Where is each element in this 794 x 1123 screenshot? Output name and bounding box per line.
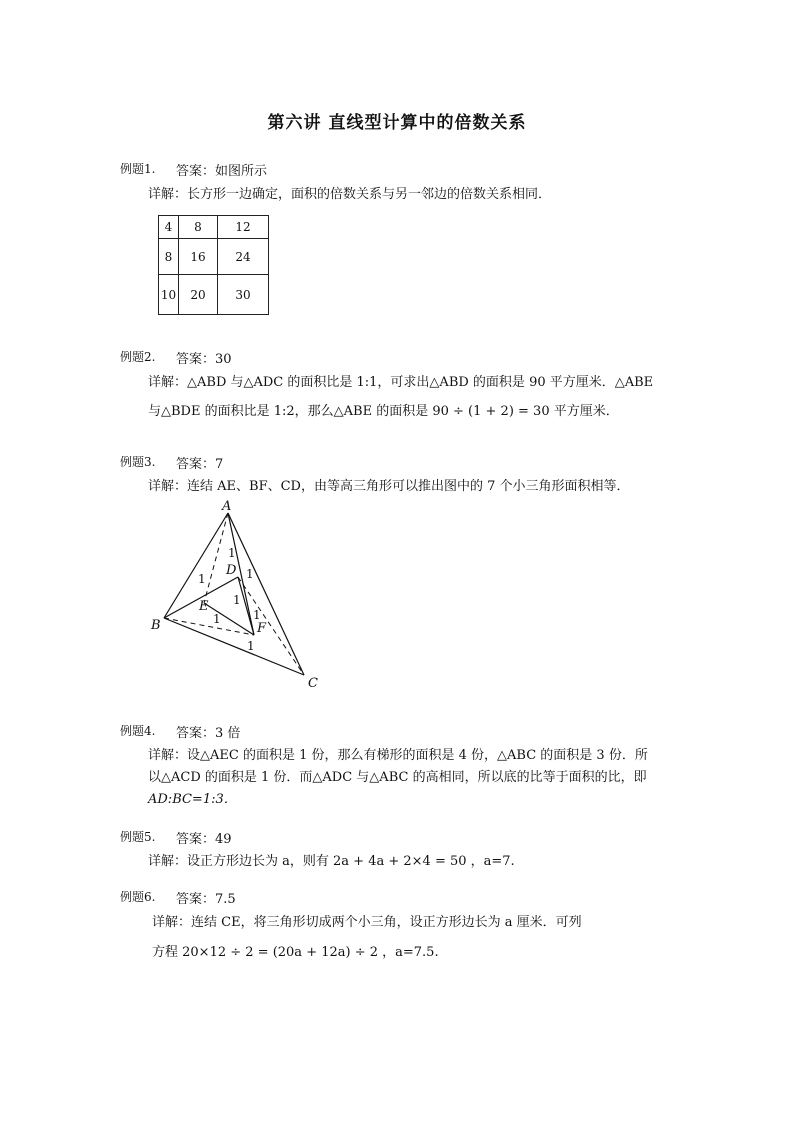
ex2-detail-line2: 与△BDE 的面积比是 1:2，那么△ABE 的面积是 90 ÷ (1 + 2) = 30 平方厘米．	[148, 404, 619, 419]
grid-cell: 8	[159, 239, 179, 275]
grid-cell: 8	[179, 216, 218, 239]
ex3-answer: 答案：7	[176, 457, 224, 472]
ex1-detail: 详解：长方形一边确定，面积的倍数关系与另一邻边的倍数关系相同．	[148, 187, 552, 202]
ex4-detail-line2: 以△ACD 的面积是 1 份．而△ADC 与△ABC 的高相同，所以底的比等于面积的比，即	[148, 770, 647, 785]
segment-dc-dashed	[238, 577, 304, 675]
point-label-f: F	[257, 621, 267, 636]
page-title: 第六讲 直线型计算中的倍数关系	[267, 113, 527, 133]
grid-cell: 16	[179, 239, 218, 275]
area-label: 1	[246, 567, 254, 581]
ex5-answer: 答案：49	[176, 832, 232, 847]
ex6-label: 例题6.	[120, 890, 156, 904]
ex6-detail-line2: 方程 20×12 ÷ 2 = (20a + 12a) ÷ 2 ，a=7.5.	[152, 945, 439, 960]
area-label: 1	[253, 608, 261, 622]
ex5-detail: 详解：设正方形边长为 a，则有 2a + 4a + 2×4 = 50 ，a=7.	[148, 854, 515, 869]
grid-cell: 30	[218, 275, 269, 315]
area-label: 1	[228, 546, 236, 560]
ex4-detail-line1: 详解：设△AEC 的面积是 1 份，那么有梯形的面积是 4 份，△ABC 的面积是 3 份．所	[148, 748, 648, 763]
ex4-label: 例题4.	[120, 724, 156, 738]
area-label: 1	[198, 572, 206, 586]
point-label-c: C	[308, 676, 318, 691]
triangle-diagram	[140, 495, 340, 695]
grid-cell: 20	[179, 275, 218, 315]
ex4-detail-line3: AD:BC=1:3．	[148, 792, 237, 807]
area-label: 1	[233, 593, 241, 607]
area-label: 1	[213, 612, 221, 626]
area-label: 1	[247, 639, 255, 653]
grid-cell: 12	[218, 216, 269, 239]
grid-cell: 10	[159, 275, 179, 315]
point-label-a: A	[222, 499, 232, 514]
ex3-label: 例题3.	[120, 455, 156, 469]
point-label-d: D	[226, 563, 237, 578]
point-label-e: E	[199, 599, 209, 614]
ex2-answer: 答案：30	[176, 352, 232, 367]
ex3-detail: 详解：连结 AE、BF、CD，由等高三角形可以推出图中的 7 个小三角形面积相等．	[148, 479, 630, 494]
multiplication-grid	[158, 215, 269, 315]
ex2-label: 例题2.	[120, 350, 156, 364]
ex6-detail-line1: 详解：连结 CE，将三角形切成两个小三角，设正方形边长为 a 厘米．可列	[152, 915, 582, 930]
ex4-answer: 答案：3 倍	[176, 726, 241, 741]
ex2-detail-line1: 详解：△ABD 与△ADC 的面积比是 1:1，可求出△ABD 的面积是 90 平方厘米．△ABE	[148, 375, 654, 390]
ex5-label: 例题5.	[120, 830, 156, 844]
grid-cell: 24	[218, 239, 269, 275]
grid-cell: 4	[159, 216, 179, 239]
segment-bc	[164, 618, 304, 675]
ex6-answer: 答案：7.5	[176, 892, 236, 907]
point-label-b: B	[151, 618, 161, 633]
ex1-label: 例题1.	[120, 162, 156, 176]
segment-ab	[164, 513, 228, 618]
ex1-answer: 答案：如图所示	[176, 164, 268, 179]
